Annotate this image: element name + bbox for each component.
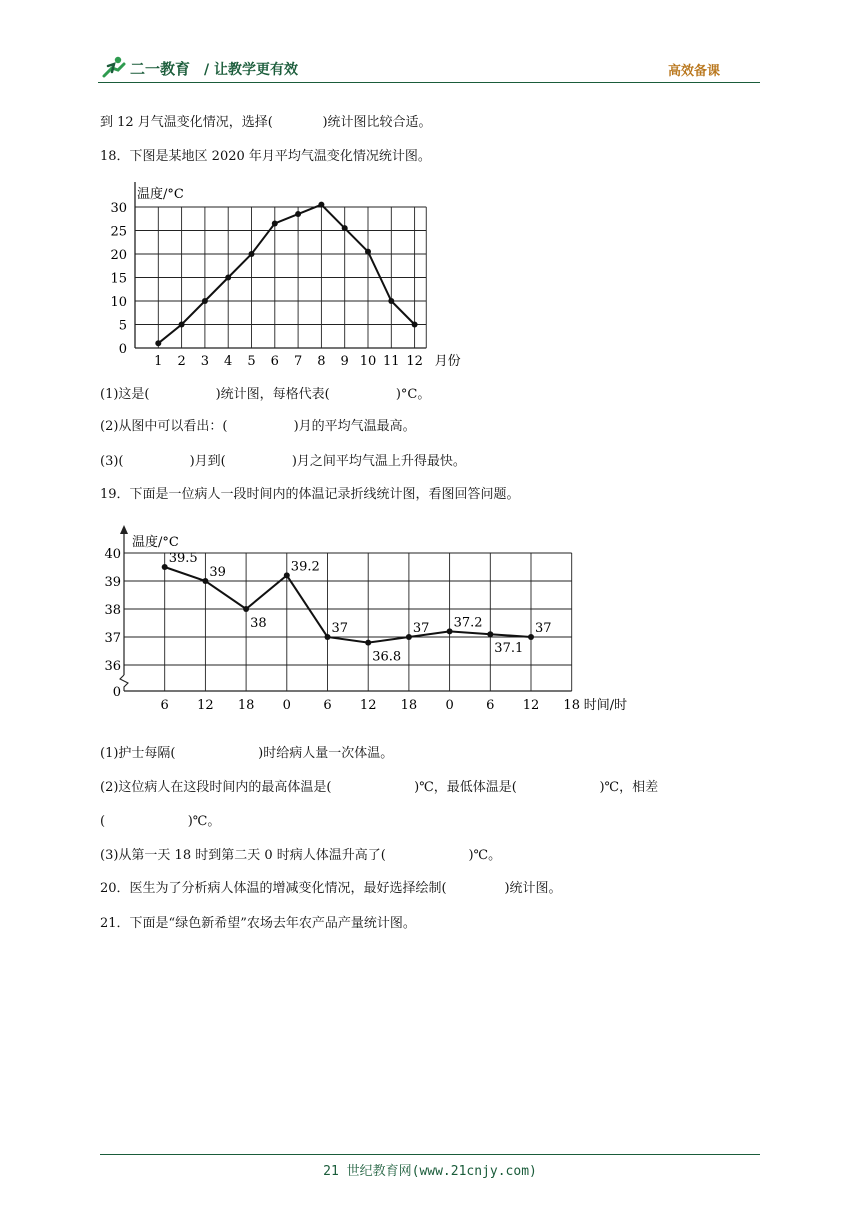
header-divider bbox=[98, 82, 760, 83]
data-point bbox=[487, 631, 493, 637]
data-label: 38 bbox=[250, 616, 267, 631]
data-label: 37.1 bbox=[494, 641, 524, 657]
data-point bbox=[202, 298, 208, 304]
brand-slogan: / 让教学更有效 bbox=[204, 62, 298, 78]
data-point bbox=[325, 634, 331, 640]
y-tick-label: 30 bbox=[110, 201, 127, 216]
y-tick-label: 10 bbox=[110, 295, 127, 310]
data-point bbox=[162, 564, 168, 570]
q19-prompt: 19．下面是一位病人一段时间内的体温记录折线统计图，看图回答问题。 bbox=[100, 487, 520, 502]
data-point bbox=[365, 249, 371, 255]
q19-1-text: (1)护士每隔( )时给病人量一次体温。 bbox=[100, 746, 394, 761]
y-tick-label: 5 bbox=[118, 318, 127, 334]
x-tick-label: 1 bbox=[154, 354, 163, 369]
data-point bbox=[528, 634, 534, 640]
y-axis-label: 温度/°C bbox=[132, 535, 179, 550]
page-header bbox=[98, 52, 760, 86]
x-tick-label: 18 bbox=[237, 698, 255, 713]
x-tick-label: 10 bbox=[359, 354, 377, 369]
q18-prompt: 18．下图是某地区 2020 年月平均气温变化情况统计图。 bbox=[100, 149, 431, 164]
y-tick-label: 39 bbox=[104, 575, 121, 590]
x-tick-label: 0 bbox=[282, 698, 291, 713]
x-tick-label: 8 bbox=[317, 354, 326, 369]
q20-text: 20．医生为了分析病人体温的增减变化情况，最好选择绘制( )统计图。 bbox=[100, 881, 562, 896]
y-tick-label: 36 bbox=[104, 659, 121, 674]
data-point bbox=[272, 220, 278, 226]
data-point bbox=[318, 202, 324, 208]
patient-temperature-chart bbox=[100, 522, 645, 720]
data-label: 37.2 bbox=[453, 615, 483, 631]
footer-text: 21 世纪教育网(www.21cnjy.com) bbox=[323, 1164, 537, 1179]
x-tick-label: 9 bbox=[340, 354, 349, 369]
data-point bbox=[406, 634, 412, 640]
x-tick-label: 11 bbox=[383, 354, 400, 369]
header-right-label: 高效备课 bbox=[667, 64, 720, 79]
data-point bbox=[342, 225, 348, 231]
y-tick-label: 40 bbox=[104, 547, 121, 562]
y-tick-label: 0 bbox=[118, 342, 127, 357]
q21-text: 21．下面是“绿色新希望”农场去年农产品产量统计图。 bbox=[100, 916, 416, 931]
data-point bbox=[225, 275, 231, 281]
data-label: 36.8 bbox=[372, 649, 402, 665]
x-tick-label: 6 bbox=[270, 354, 279, 369]
y-axis-label: 温度/°C bbox=[137, 187, 184, 202]
y-tick-label: 37 bbox=[104, 631, 121, 646]
data-point bbox=[202, 578, 208, 584]
data-point bbox=[412, 322, 418, 328]
q19-2b-text: ( )℃。 bbox=[100, 814, 221, 829]
x-tick-label: 7 bbox=[293, 354, 303, 369]
y-tick-label: 38 bbox=[104, 603, 121, 618]
y-tick-label: 25 bbox=[110, 224, 127, 240]
x-tick-label: 0 bbox=[445, 698, 454, 713]
x-tick-label: 2 bbox=[177, 354, 186, 369]
logo-icon bbox=[98, 54, 128, 80]
q18-2-text: (2)从图中可以看出：( )月的平均气温最高。 bbox=[100, 419, 416, 434]
x-tick-label: 6 bbox=[323, 698, 332, 713]
axis-break-mark bbox=[120, 675, 128, 691]
x-tick-label: 6 bbox=[160, 698, 169, 713]
data-point bbox=[295, 211, 301, 217]
x-tick-label: 12 bbox=[406, 354, 423, 369]
series-line bbox=[158, 205, 414, 344]
y-tick-label: 15 bbox=[110, 271, 127, 287]
x-tick-label: 12 bbox=[197, 698, 214, 713]
data-label: 37 bbox=[535, 621, 552, 636]
brand-name: 二一教育 bbox=[130, 60, 191, 78]
q18-1-text: (1)这是( )统计图，每格代表( )°C。 bbox=[100, 387, 431, 402]
data-point bbox=[155, 340, 161, 346]
q19-3-text: (3)从第一天 18 时到第二天 0 时病人体温升高了( )℃。 bbox=[100, 848, 502, 863]
data-label: 39 bbox=[209, 565, 226, 580]
y-tick-label: 20 bbox=[110, 248, 127, 263]
data-point bbox=[365, 640, 371, 646]
x-tick-label: 5 bbox=[247, 354, 256, 369]
data-point bbox=[284, 572, 290, 578]
monthly-temperature-chart bbox=[110, 178, 470, 370]
q17-tail-text: 到 12 月气温变化情况，选择( )统计图比较合适。 bbox=[100, 115, 432, 130]
x-axis-label: 月份 bbox=[434, 354, 461, 369]
x-axis-label: 时间/时 bbox=[583, 698, 628, 713]
q18-3-text: (3)( )月到( )月之间平均气温上升得最快。 bbox=[100, 454, 466, 469]
data-point bbox=[447, 628, 453, 634]
data-point bbox=[249, 251, 255, 257]
q19-2-text: (2)这位病人在这段时间内的最高体温是( )℃，最低体温是( )℃，相差 bbox=[100, 780, 659, 795]
x-tick-label: 6 bbox=[486, 698, 495, 713]
data-point bbox=[179, 322, 185, 328]
x-tick-label: 12 bbox=[359, 698, 377, 713]
data-point bbox=[388, 298, 394, 304]
data-label: 39.2 bbox=[290, 559, 320, 575]
y-axis-arrow bbox=[120, 525, 128, 534]
data-label: 37 bbox=[412, 621, 430, 636]
footer-divider bbox=[100, 1154, 760, 1155]
data-point bbox=[243, 606, 249, 612]
data-label: 39.5 bbox=[168, 551, 198, 566]
x-tick-label: 18 bbox=[400, 698, 418, 713]
data-label: 37 bbox=[331, 621, 349, 636]
x-tick-label: 3 bbox=[200, 354, 210, 369]
y-tick-label: 0 bbox=[112, 685, 121, 700]
x-tick-label: 12 bbox=[522, 698, 540, 713]
x-tick-label: 4 bbox=[224, 354, 233, 369]
x-tick-label: 18 bbox=[563, 698, 580, 713]
